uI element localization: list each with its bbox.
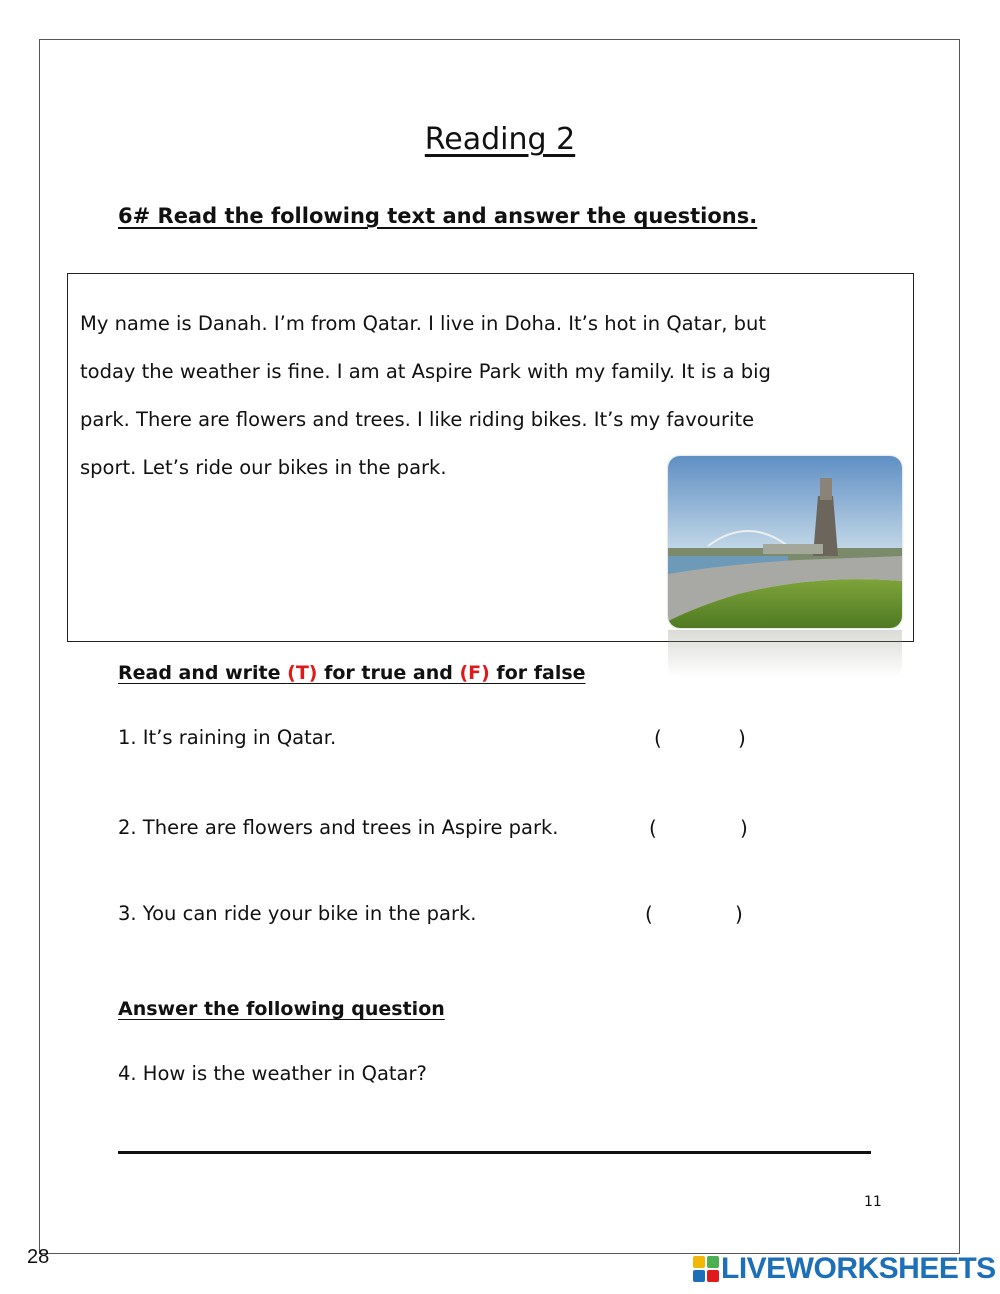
passage-line: park. There are flowers and trees. I like riding bikes. It’s my favourite [80, 408, 755, 431]
instruction-heading: 6# Read the following text and answer the questions. [118, 204, 758, 228]
question-1: 1. It’s raining in Qatar. [118, 726, 337, 749]
brand-name: LIVEWORKSHEETS [721, 1252, 996, 1285]
false-label: (F) [459, 662, 497, 684]
heading-part: for true and [324, 662, 460, 684]
answer-paren-open: ( [649, 816, 657, 840]
page-number: 11 [864, 1194, 882, 1210]
answer-question-heading: Answer the following question [118, 998, 445, 1020]
true-label: (T) [287, 662, 325, 684]
answer-paren-open: ( [645, 902, 653, 926]
heading-part: Read and write [118, 662, 288, 684]
heading-part: for false [496, 662, 586, 684]
question-2: 2. There are flowers and trees in Aspire park. [118, 816, 559, 839]
answer-paren-close: ) [740, 816, 748, 840]
page-title: Reading 2 [424, 122, 576, 157]
passage-line: My name is Danah. I’m from Qatar. I live in Doha. It’s hot in Qatar, but [80, 312, 767, 335]
corner-number: 28 [27, 1246, 50, 1268]
question-3: 3. You can ride your bike in the park. [118, 902, 477, 925]
answer-paren-close: ) [735, 902, 743, 926]
aspire-park-photo [668, 456, 902, 628]
passage-line: sport. Let’s ride our bikes in the park. [80, 456, 447, 479]
answer-line[interactable] [118, 1151, 871, 1154]
answer-paren-close: ) [738, 726, 746, 750]
answer-paren-open: ( [654, 726, 662, 750]
photo-reflection [668, 630, 902, 678]
question-4: 4. How is the weather in Qatar? [118, 1062, 427, 1085]
passage-line: today the weather is fine. I am at Aspire Park with my family. It is a big [80, 360, 771, 383]
true-false-heading [118, 662, 586, 684]
liveworksheets-icon [693, 1256, 719, 1282]
liveworksheets-logo[interactable] [693, 1254, 996, 1284]
